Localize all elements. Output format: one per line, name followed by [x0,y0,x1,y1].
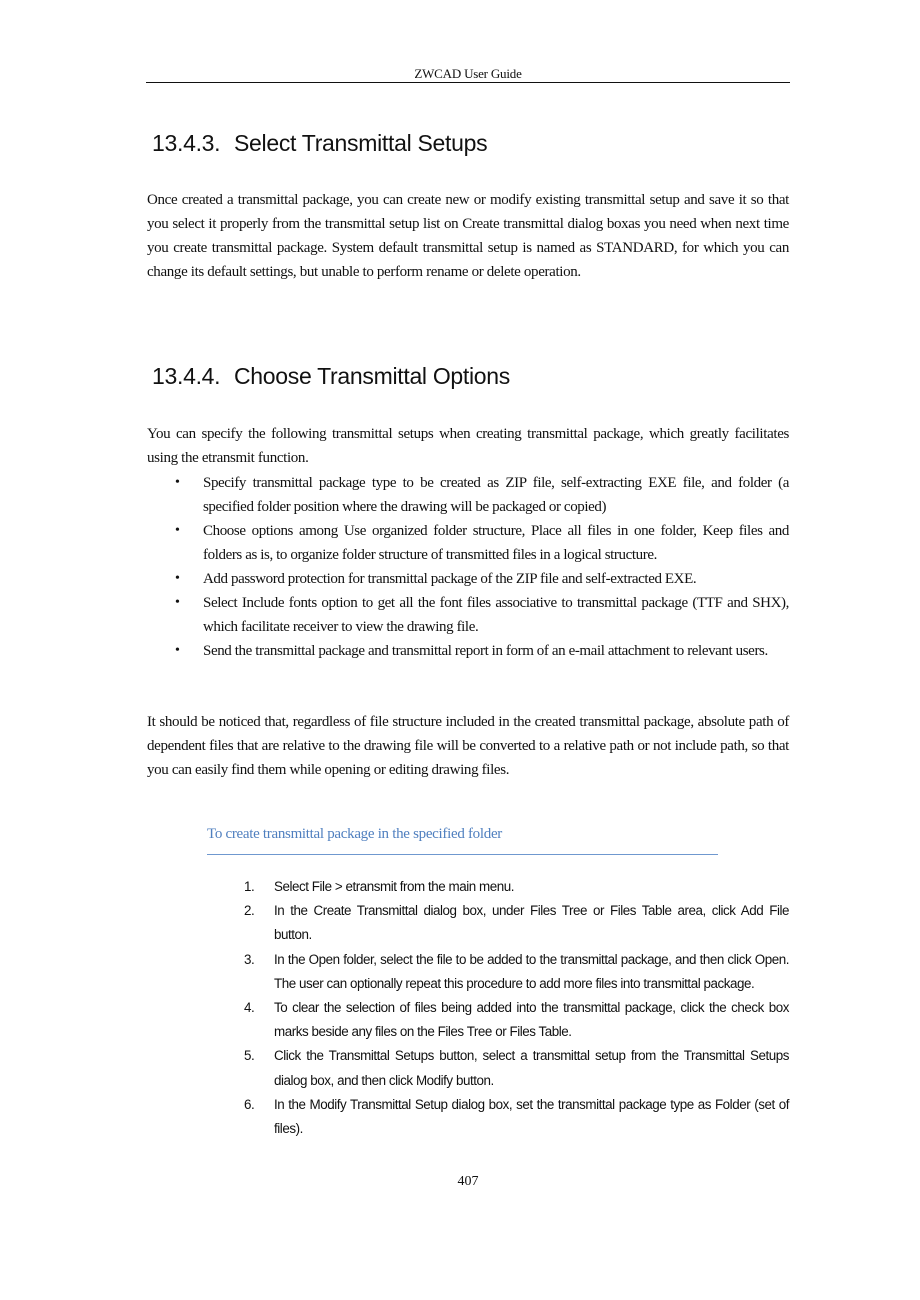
step-number: 3. [244,951,255,967]
step-item: 1. Select File > etransmit from the main menu. [244,875,789,899]
section-title: Select Transmittal Setups [234,130,488,156]
bullet-icon: • [175,523,180,538]
step-item: 2. In the Create Transmittal dialog box, under Files Tree or Files Table area, click Add File button. [244,899,789,947]
section-paragraph: Once created a transmittal package, you can create new or modify existing transmittal setup and save it so that you select it properly from the transmittal setup list on Create transmittal dialog boxas you need when next time you create transmittal package. System default transmittal setup is named as STANDARD, for which you can change its default settings, but unable to perform rename or delete operation. [147,192,789,280]
procedure-steps [244,875,789,1141]
bullet-icon: • [175,571,180,586]
options-bullet-list [147,471,789,663]
section-note: It should be noticed that, regardless of file structure included in the created transmittal package, absolute path of dependent files that are relative to the drawing file will be converted to a relative path or not include path, so that you can easily find them while opening or editing drawing files. [147,714,789,778]
section-heading-13-4-4 [152,363,510,390]
step-item: 6. In the Modify Transmittal Setup dialog box, set the transmittal package type as Folder (set of files). [244,1093,789,1141]
section-heading-13-4-3 [152,130,487,157]
bullet-item: • Add password protection for transmittal package of the ZIP file and self-extracted EXE. [147,567,789,591]
bullet-icon: • [175,595,180,610]
procedure-title: To create transmittal package in the specified folder [207,826,502,842]
bullet-item: • Choose options among Use organized folder structure, Place all files in one folder, Keep files and folders as is, to organize folder structure of transmitted files in a logical structure. [147,519,789,567]
section-title: Choose Transmittal Options [234,363,510,389]
step-number: 2. [244,903,255,919]
section-intro: You can specify the following transmittal setups when creating transmittal package, which greatly facilitates using the etransmit function. [147,426,789,466]
section-number: 13.4.3. [152,130,221,156]
header-divider [146,82,790,83]
step-number: 5. [244,1048,255,1064]
procedure-divider [207,854,718,855]
bullet-item: • Select Include fonts option to get all the font files associative to transmittal package (TTF and SHX), which facilitate receiver to view the drawing file. [147,591,789,639]
page-number: 407 [457,1174,479,1189]
running-header: ZWCAD User Guide [414,66,522,81]
bullet-icon: • [175,475,180,490]
step-number: 6. [244,1096,255,1112]
step-number: 4. [244,1000,255,1016]
bullet-icon: • [175,643,180,658]
step-number: 1. [244,879,255,894]
step-item: 5. Click the Transmittal Setups button, select a transmittal setup from the Transmittal Setups dialog box, and then click Modify button. [244,1044,789,1092]
step-item: 3. In the Open folder, select the file to be added to the transmittal package, and then click Open. The user can optionally repeat this procedure to add more files into transmittal package. [244,948,789,996]
step-item: 4. To clear the selection of files being added into the transmittal package, click the check box marks beside any files on the Files Tree or Files Table. [244,996,789,1044]
section-number: 13.4.4. [152,363,221,389]
bullet-item: • Send the transmittal package and transmittal report in form of an e-mail attachment to relevant users. [147,639,789,663]
bullet-item: • Specify transmittal package type to be created as ZIP file, self-extracting EXE file, and folder (a specified folder position where the drawing will be packaged or copied) [147,471,789,519]
